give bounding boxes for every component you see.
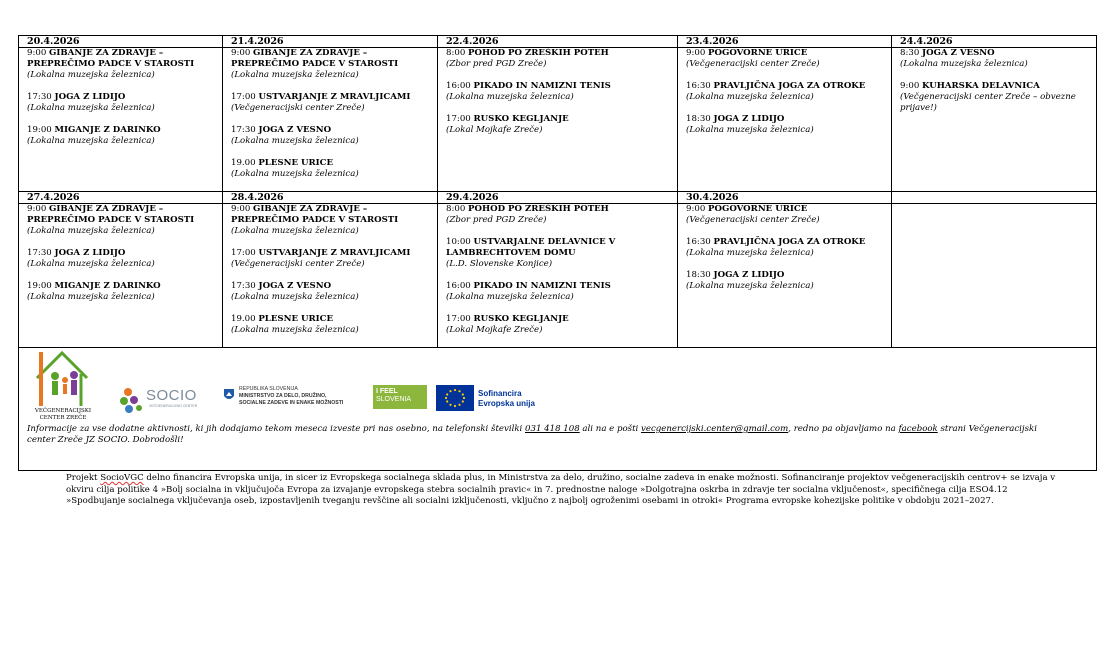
event-item: [686, 48, 891, 70]
day-events: [892, 48, 1097, 192]
phone-number[interactable]: 031 418 108: [525, 424, 580, 434]
event-time: 8:30: [900, 48, 920, 58]
date-row: [19, 192, 1097, 204]
event-time-title: [231, 248, 437, 259]
event-title: JOGA Z VESNO: [258, 125, 332, 135]
event-location: (Zbor pred PGD Zreče): [446, 215, 547, 225]
socio-logo: [119, 384, 219, 414]
event-time-title: [231, 125, 437, 136]
event-time: 18:30: [686, 114, 711, 124]
day-events: [223, 204, 438, 348]
event-item: [900, 81, 1096, 114]
event-time-title: [900, 81, 1096, 92]
event-item: [27, 204, 222, 237]
event-item: [231, 92, 437, 114]
day-date: [892, 192, 1097, 204]
event-time-title: [27, 48, 222, 70]
event-location: (Lokalna muzejska železnica): [231, 325, 359, 335]
socio-dots-icon: [119, 384, 147, 414]
event-title: JOGA Z LIDIJO: [713, 114, 785, 124]
event-item: [231, 125, 437, 147]
event-time: 16:30: [686, 237, 711, 247]
event-item: [900, 48, 1096, 70]
event-time: 17:00: [231, 248, 256, 258]
event-time: 9:00: [686, 48, 706, 58]
event-item: [231, 314, 437, 336]
info-text-4: strani Večgeneracijski center Zreče JZ SOCIO. Dobrodošli!: [27, 424, 1037, 445]
day-events: [438, 48, 678, 192]
footer-cell: [19, 348, 1097, 471]
event-location: (Lokalna muzejska železnica): [231, 70, 359, 80]
event-location: (Lokalna muzejska železnica): [686, 92, 814, 102]
info-text-3: , redno pa objavljamo na: [788, 424, 899, 434]
event-title: PRAVLJIČNA JOGA ZA OTROKE: [713, 237, 866, 247]
event-time: 19:00: [27, 281, 52, 291]
event-time: 8:00: [446, 204, 466, 214]
day-date: 20.4.2026: [19, 36, 223, 48]
event-time-title: [27, 281, 222, 292]
event-item: [231, 281, 437, 303]
event-location: (Večgeneracijski center Zreče – obvezne prijave!): [900, 92, 1076, 113]
slovenia-coat-of-arms-icon: [223, 388, 235, 402]
ministry-line2: MINISTRSTVO ZA DELO, DRUŽINO,: [239, 393, 327, 399]
event-time: 19:00: [27, 125, 52, 135]
event-time-title: [446, 237, 677, 259]
event-item: [686, 204, 891, 226]
event-time-title: [231, 92, 437, 103]
event-time: 17:30: [27, 92, 52, 102]
event-title: PRAVLJIČNA JOGA ZA OTROKE: [713, 81, 866, 91]
event-item: [686, 270, 891, 292]
event-time: 9:00: [231, 204, 251, 214]
event-location: (Lokalna muzejska železnica): [27, 226, 155, 236]
day-events: [678, 48, 892, 192]
event-time: 9:00: [231, 48, 251, 58]
event-title: PIKADO IN NAMIZNI TENIS: [473, 281, 611, 291]
event-time-title: [686, 204, 891, 215]
event-location: (Večgeneracijski center Zreče): [231, 259, 365, 269]
facebook-link[interactable]: facebook: [898, 424, 938, 434]
event-location: (Večgeneracijski center Zreče): [686, 59, 820, 69]
event-title: JOGA Z VESNO: [258, 281, 332, 291]
event-location: (Lokal Mojkafe Zreče): [446, 125, 543, 135]
event-time: 8:00: [446, 48, 466, 58]
ministry-logo: [223, 386, 373, 416]
event-location: (Lokalna muzejska železnica): [27, 292, 155, 302]
day-date: 29.4.2026: [438, 192, 678, 204]
projekt-text-1: Projekt: [66, 473, 101, 483]
info-text-2: ali na e pošti: [579, 424, 642, 434]
vgc-logo-line2: CENTER ZREČE: [39, 415, 87, 421]
day-date: 24.4.2026: [892, 36, 1097, 48]
events-row: [19, 48, 1097, 192]
event-time: 17:30: [231, 125, 256, 135]
day-events: [19, 48, 223, 192]
event-item: [27, 48, 222, 81]
event-location: (L.D. Slovenske Konjice): [446, 259, 553, 269]
event-time: 17:00: [446, 114, 471, 124]
event-title: PLESNE URICE: [258, 314, 334, 324]
event-title: MIGANJE Z DARINKO: [54, 125, 161, 135]
contact-info: [27, 424, 1067, 446]
event-time-title: [231, 314, 437, 325]
event-location: (Lokalna muzejska železnica): [686, 281, 814, 291]
event-time-title: [686, 48, 891, 59]
event-time-title: [686, 270, 891, 281]
event-title: POGOVORNE URICE: [708, 204, 808, 214]
day-events: [678, 204, 892, 348]
logo-strip: [27, 348, 1096, 424]
day-events: [19, 204, 223, 348]
event-location: (Lokalna muzejska železnica): [231, 136, 359, 146]
event-location: (Lokalna muzejska železnica): [686, 125, 814, 135]
event-title: PLESNE URICE: [258, 158, 334, 168]
event-time: 16:00: [446, 81, 471, 91]
ifeel-line1: I FEEL: [376, 388, 398, 395]
event-time: 9:00: [900, 81, 920, 91]
ministry-line1: REPUBLIKA SLOVENIJA: [239, 386, 298, 392]
ifeel-line2: SLOVENIA: [376, 396, 412, 403]
event-time: 19.00: [231, 158, 256, 168]
event-time: 18:30: [686, 270, 711, 280]
day-date: 27.4.2026: [19, 192, 223, 204]
event-location: (Lokalna muzejska železnica): [231, 292, 359, 302]
event-title: USTVARJALNE DELAVNICE V LAMBRECHTOVEM DOMU: [446, 237, 616, 258]
event-title: PIKADO IN NAMIZNI TENIS: [473, 81, 611, 91]
eu-line2: Evropska unija: [478, 399, 535, 408]
vgc-logo: [31, 348, 95, 424]
event-time: 17:30: [27, 248, 52, 258]
event-time-title: [446, 314, 677, 325]
event-title: POGOVORNE URICE: [708, 48, 808, 58]
event-time: 9:00: [27, 204, 47, 214]
event-time: 19.00: [231, 314, 256, 324]
event-location: (Večgeneracijski center Zreče): [686, 215, 820, 225]
event-location: (Lokalna muzejska železnica): [686, 248, 814, 258]
house-family-icon: [31, 348, 93, 408]
event-time-title: [900, 48, 1096, 59]
event-time-title: [446, 204, 677, 215]
event-time: 16:00: [446, 281, 471, 291]
email-link[interactable]: vecgenercijski.center@gmail.com: [641, 424, 789, 434]
day-events: [223, 48, 438, 192]
event-location: (Lokalna muzejska železnica): [446, 292, 574, 302]
event-time-title: [686, 237, 891, 248]
event-time-title: [446, 114, 677, 125]
schedule-sheet: [18, 35, 1096, 471]
event-item: [686, 81, 891, 103]
day-date: 23.4.2026: [678, 36, 892, 48]
event-time-title: [446, 48, 677, 59]
event-location: (Lokalna muzejska železnica): [27, 103, 155, 113]
event-location: (Lokal Mojkafe Zreče): [446, 325, 543, 335]
socio-subtitle: VEČGENERACIJSKI CENTER: [149, 404, 198, 408]
ifeel-slovenia-logo: [373, 385, 427, 409]
event-time-title: [27, 248, 222, 259]
event-title: JOGA Z LIDIJO: [713, 270, 785, 280]
event-title: POHOD PO ZREŠKIH POTEH: [468, 204, 609, 214]
event-title: JOGA Z LIDIJO: [54, 248, 126, 258]
event-time-title: [231, 281, 437, 292]
date-row: [19, 36, 1097, 48]
event-time: 17:30: [231, 281, 256, 291]
event-time-title: [446, 281, 677, 292]
event-time: 17:00: [231, 92, 256, 102]
vgc-logo-line1: VEČGENERACIJSKI: [34, 408, 92, 414]
event-location: (Večgeneracijski center Zreče): [231, 103, 365, 113]
info-text-1: Informacije za vse dodatne aktivnosti, ki jih dodajamo tekom meseca izveste pri nas osebno, na telefonski številki: [27, 424, 526, 434]
day-date: 22.4.2026: [438, 36, 678, 48]
event-item: [231, 248, 437, 270]
event-title: RUSKO KEGLJANJE: [473, 314, 569, 324]
event-title: GIBANJE ZA ZDRAVJE – PREPREČIMO PADCE V STAROSTI: [27, 48, 195, 69]
event-item: [446, 48, 677, 70]
event-item: [446, 114, 677, 136]
event-time: 10:00: [446, 237, 471, 247]
event-title: JOGA Z VESNO: [922, 48, 995, 58]
event-title: MIGANJE Z DARINKO: [54, 281, 161, 291]
event-item: [686, 114, 891, 136]
event-time-title: [686, 114, 891, 125]
calendar-table: [18, 35, 1097, 471]
eu-line1: Sofinancira: [478, 389, 522, 398]
event-time-title: [231, 204, 437, 226]
event-location: (Lokalna muzejska železnica): [27, 259, 155, 269]
event-time: 9:00: [686, 204, 706, 214]
event-item: [446, 237, 677, 270]
events-row: [19, 204, 1097, 348]
day-date: 21.4.2026: [223, 36, 438, 48]
ministry-line3: SOCIALNE ZADEVE IN ENAKE MOŽNOSTI: [239, 400, 344, 406]
event-time: 17:00: [446, 314, 471, 324]
event-time-title: [231, 158, 437, 169]
event-title: GIBANJE ZA ZDRAVJE – PREPREČIMO PADCE V STAROSTI: [231, 48, 399, 69]
projekt-text-2: delno financira Evropska unija, in sicer iz Evropskega socialnega sklada plus, in Ministrstva za delo, družino, socialne zadeva in enake možnosti. Sofinanciranje projektov večgeneracijskih centrov+ se izvaja v okviru cilja politike 4 »Bolj socialna in vključujoča Evropa za izvajanje evropskega stebra socialnih pravic« in 7. prednostne naloge »Dolgotrajna oskrba in zdravje ter socialna vključenost«, specifičnega cilja ESO4.12 »Spodbujanje socialnega vključevanja oseb, izpostavljenih tveganju revščine ali socialni izključenosti, vključno z najbolj ogroženimi osebami in otroki« Programa evropske kohezijske politike v obdobju 2021–2027.: [66, 473, 1056, 506]
event-title: KUHARSKA DELAVNICA: [922, 81, 1040, 91]
event-item: [231, 48, 437, 81]
event-title: GIBANJE ZA ZDRAVJE – PREPREČIMO PADCE V STAROSTI: [231, 204, 399, 225]
eu-flag-icon: [436, 385, 474, 411]
event-location: (Lokalna muzejska železnica): [27, 136, 155, 146]
event-title: JOGA Z LIDIJO: [54, 92, 126, 102]
event-location: (Lokalna muzejska železnica): [900, 59, 1028, 69]
event-item: [446, 204, 677, 226]
event-location: (Lokalna muzejska železnica): [27, 70, 155, 80]
event-time-title: [231, 48, 437, 70]
event-time-title: [27, 204, 222, 226]
event-time: 16:30: [686, 81, 711, 91]
event-location: (Lokalna muzejska železnica): [446, 92, 574, 102]
event-location: (Lokalna muzejska železnica): [231, 169, 359, 179]
event-item: [27, 281, 222, 303]
event-title: USTVARJANJE Z MRAVLJICAMI: [258, 92, 411, 102]
project-funding-note: [66, 473, 1056, 508]
event-item: [27, 92, 222, 114]
event-location: (Zbor pred PGD Zreče): [446, 59, 547, 69]
event-item: [446, 281, 677, 303]
event-item: [446, 314, 677, 336]
event-title: GIBANJE ZA ZDRAVJE – PREPREČIMO PADCE V STAROSTI: [27, 204, 195, 225]
event-time-title: [686, 81, 891, 92]
day-date: 28.4.2026: [223, 192, 438, 204]
event-item: [231, 158, 437, 180]
event-time-title: [446, 81, 677, 92]
event-item: [231, 204, 437, 237]
eu-cofunded-logo: [436, 385, 556, 413]
day-events: [892, 204, 1097, 348]
day-events: [438, 204, 678, 348]
event-time: 9:00: [27, 48, 47, 58]
event-title: POHOD PO ZREŠKIH POTEH: [468, 48, 609, 58]
event-time-title: [27, 92, 222, 103]
event-title: RUSKO KEGLJANJE: [473, 114, 569, 124]
projekt-socio-vgc: SocioVGC: [100, 473, 144, 483]
day-date: 30.4.2026: [678, 192, 892, 204]
socio-wordmark: SOCIO: [146, 387, 197, 404]
event-item: [27, 125, 222, 147]
event-item: [446, 81, 677, 103]
event-item: [686, 237, 891, 259]
event-title: USTVARJANJE Z MRAVLJICAMI: [258, 248, 411, 258]
event-location: (Lokalna muzejska železnica): [231, 226, 359, 236]
event-time-title: [27, 125, 222, 136]
event-item: [27, 248, 222, 270]
